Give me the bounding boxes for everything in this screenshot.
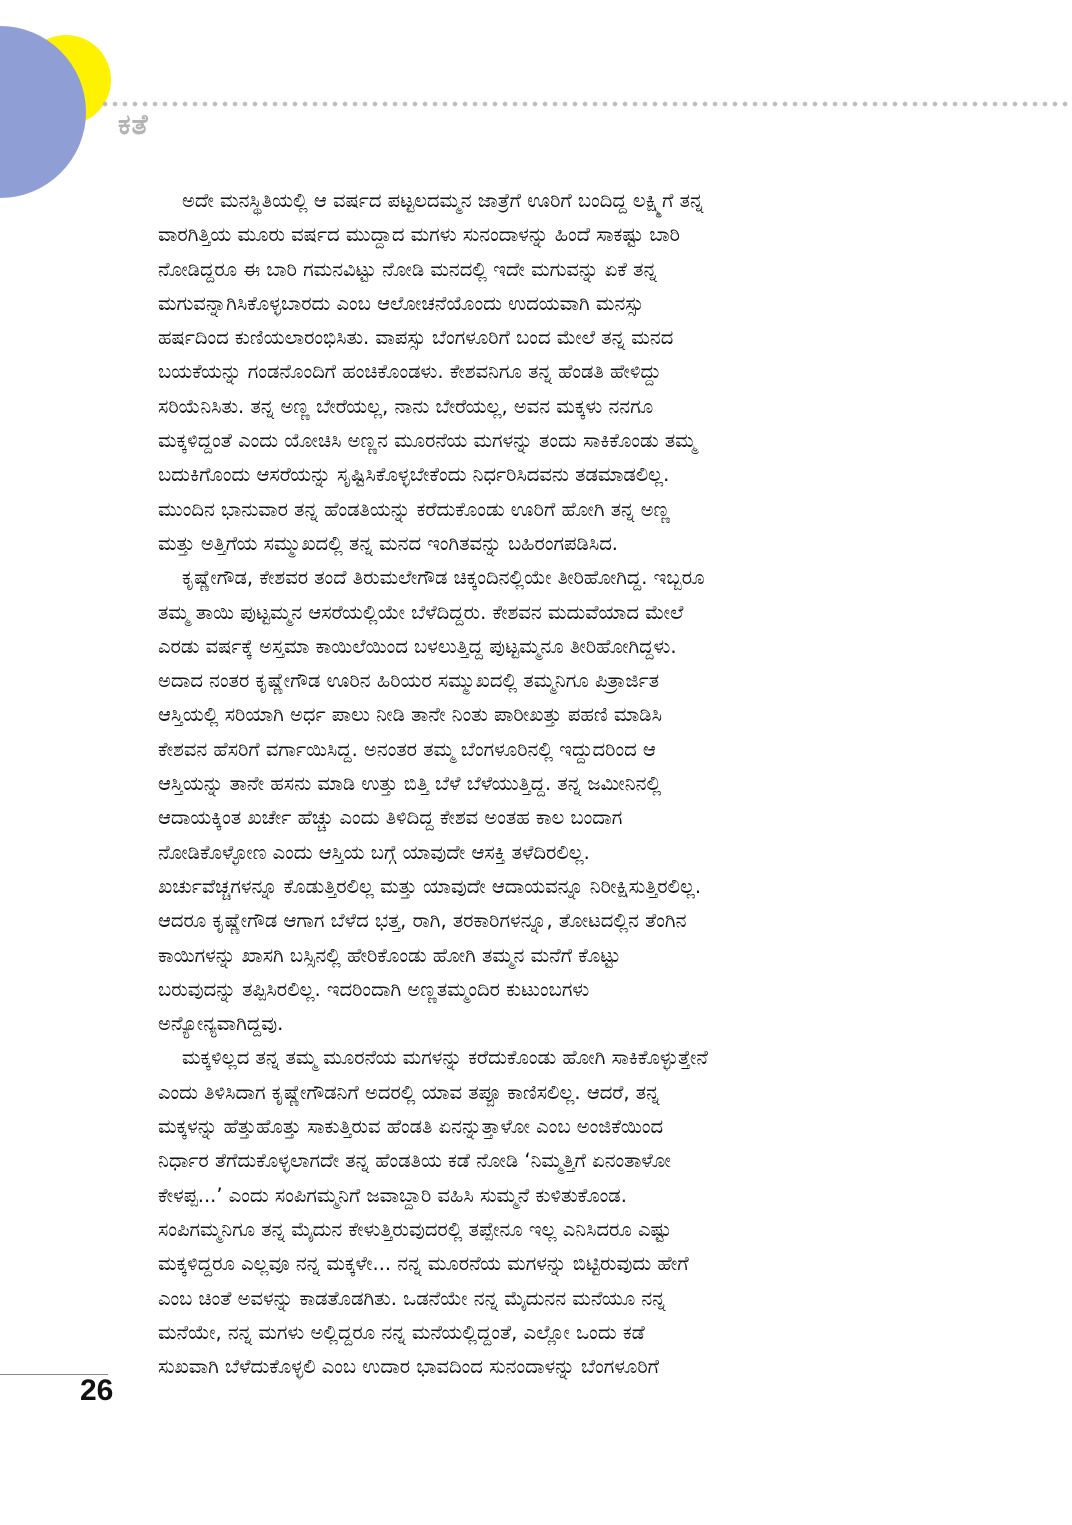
text-line: ಅದೇ ಮನಸ್ಥಿತಿಯಲ್ಲಿ ಆ ವರ್ಷದ ಪಟ್ಟಲದಮ್ಮನ ಜಾತ್ರೆಗೆ ಊರಿಗೆ ಬಂದಿದ್ದ ಲಕ್ಷ್ಮಿಗೆ ತನ್ನ xyxy=(182,189,704,212)
page-number: 26 xyxy=(80,1374,114,1407)
text-line: ಸಂಪಿಗಮ್ಮನಿಗೂ ತನ್ನ ಮೈದುನ ಕೇಳುತ್ತಿರುವುದರಲ್ಲಿ ತಪ್ಪೇನೂ ಇಲ್ಲ ಎನಿಸಿದರೂ ಎಷ್ಟು xyxy=(158,1217,672,1241)
section-label: ಕತೆ xyxy=(118,108,149,141)
text-line: ಆಸ್ತಿಯನ್ನು ತಾನೇ ಹಸನು ಮಾಡಿ ಉತ್ತು ಬಿತ್ತಿ ಬೆಳೆ ಬೆಳೆಯುತ್ತಿದ್ದ. ತನ್ನ ಜಮೀನಿನಲ್ಲಿ xyxy=(158,772,662,796)
text-line: ಬಯಕೆಯನ್ನು ಗಂಡನೊಂದಿಗೆ ಹಂಚಿಕೊಂಡಳು. ಕೇಶವನಿಗೂ ತನ್ನ ಹೆಂಡತಿ ಹೇಳಿದ್ದು xyxy=(158,360,662,384)
text-line: ಬರುವುದನ್ನು ತಪ್ಪಿಸಿರಲಿಲ್ಲ. ಇದರಿಂದಾಗಿ ಅಣ್ಣತಮ್ಮಂದಿರ ಕುಟುಂಬಗಳು xyxy=(158,977,590,1001)
text-line: ಬದುಕಿಗೊಂದು ಆಸರೆಯನ್ನು ಸೃಷ್ಟಿಸಿಕೊಳ್ಳಬೇಕೆಂದು ನಿರ್ಧರಿಸಿದವನು ತಡಮಾಡಲಿಲ್ಲ. xyxy=(158,463,670,487)
text-line: ಮಗುವನ್ನಾಗಿಸಿಕೊಳ್ಳಬಾರದು ಎಂಬ ಆಲೋಚನೆಯೊಂದು ಉದಯವಾಗಿ ಮನಸ್ಸು xyxy=(158,291,644,315)
text-line: ಆದರೂ ಕೃಷ್ಣೇಗೌಡ ಆಗಾಗ ಬೆಳೆದ ಭತ್ತ, ರಾಗಿ, ತರಕಾರಿಗಳನ್ನೂ, ತೋಟದಲ್ಲಿನ ತೆಂಗಿನ xyxy=(158,909,687,933)
text-line: ಖರ್ಚುವೆಚ್ಚಗಳನ್ನೂ ಕೊಡುತ್ತಿರಲಿಲ್ಲ ಮತ್ತು ಯಾವುದೇ ಆದಾಯವನ್ನೂ ನಿರೀಕ್ಷಿಸುತ್ತಿರಲಿಲ್ಲ. xyxy=(158,874,702,898)
text-line: ತಮ್ಮ ತಾಯಿ ಪುಟ್ಟಮ್ಮನ ಆಸರೆಯಲ್ಲಿಯೇ ಬೆಳೆದಿದ್ದರು. ಕೇಶವನ ಮದುವೆಯಾದ ಮೇಲೆ xyxy=(158,600,684,624)
text-line: ಮುಂದಿನ ಭಾನುವಾರ ತನ್ನ ಹೆಂಡತಿಯನ್ನು ಕರೆದುಕೊಂಡು ಊರಿಗೆ ಹೋಗಿ ತನ್ನ ಅಣ್ಣ xyxy=(158,497,671,521)
text-line: ಮಕ್ಕಳಿದ್ದರೂ ಎಲ್ಲವೂ ನನ್ನ ಮಕ್ಕಳೇ... ನನ್ನ ಮೂರನೆಯ ಮಗಳನ್ನು ಬಿಟ್ಟಿರುವುದು ಹೇಗೆ xyxy=(158,1252,689,1276)
text-line: ಆದಾಯಕ್ಕಿಂತ ಖರ್ಚೇ ಹೆಚ್ಚು ಎಂದು ತಿಳಿದಿದ್ದ ಕೇಶವ ಅಂತಹ ಕಾಲ ಬಂದಾಗ xyxy=(158,806,623,830)
text-line: ನಿರ್ಧಾರ ತೆಗೆದುಕೊಳ್ಳಲಾಗದೇ ತನ್ನ ಹೆಂಡತಿಯ ಕಡೆ ನೋಡಿ ‘ನಿಮ್ಮತ್ತಿಗೆ ಏನಂತಾಳೋ xyxy=(158,1149,671,1173)
text-line: ಕೇಳಪ್ಪ...’ ಎಂದು ಸಂಪಿಗಮ್ಮನಿಗೆ ಜವಾಬ್ದಾರಿ ವಹಿಸಿ ಸುಮ್ಮನೆ ಕುಳಿತುಕೊಂಡ. xyxy=(158,1183,627,1207)
text-line: ಸರಿಯೆನಿಸಿತು. ತನ್ನ ಅಣ್ಣ ಬೇರೆಯಲ್ಲ, ನಾನು ಬೇರೆಯಲ್ಲ, ಅವನ ಮಕ್ಕಳು ನನಗೂ xyxy=(158,394,654,418)
text-line: ಕೇಶವನ ಹೆಸರಿಗೆ ವರ್ಗಾಯಿಸಿದ್ದ. ಅನಂತರ ತಮ್ಮ ಬೆಂಗಳೂರಿನಲ್ಲಿ ಇದ್ದುದರಿಂದ ಆ xyxy=(158,737,656,761)
text-line: ಅನ್ಯೋನ್ಯವಾಗಿದ್ದವು. xyxy=(158,1012,284,1036)
text-line: ಎರಡು ವರ್ಷಕ್ಕೆ ಅಸ್ತಮಾ ಕಾಯಿಲೆಯಿಂದ ಬಳಲುತ್ತಿದ್ದ ಪುಟ್ಟಮ್ಮನೂ ತೀರಿಹೋಗಿದ್ದಳು. xyxy=(158,634,677,658)
story-body xyxy=(158,184,918,1384)
text-line: ಮನೆಯೇ, ನನ್ನ ಮಗಳು ಅಲ್ಲಿದ್ದರೂ ನನ್ನ ಮನೆಯಲ್ಲಿದ್ದಂತೆ, ಎಲ್ಲೋ ಒಂದು ಕಡೆ xyxy=(158,1320,645,1344)
text-line: ನೋಡಿಕೊಳ್ಳೋಣ ಎಂದು ಆಸ್ತಿಯ ಬಗ್ಗೆ ಯಾವುದೇ ಆಸಕ್ತಿ ತಳೆದಿರಲಿಲ್ಲ. xyxy=(158,840,590,864)
text-line: ಕಾಯಿಗಳನ್ನು ಖಾಸಗಿ ಬಸ್ಸಿನಲ್ಲಿ ಹೇರಿಕೊಂಡು ಹೋಗಿ ತಮ್ಮನ ಮನೆಗೆ ಕೊಟ್ಟು xyxy=(158,943,621,967)
text-line: ಸುಖವಾಗಿ ಬೆಳೆದುಕೊಳ್ಳಲಿ ಎಂಬ ಉದಾರ ಭಾವದಿಂದ ಸುನಂದಾಳನ್ನು ಬೆಂಗಳೂರಿಗೆ xyxy=(158,1355,659,1379)
text-line: ಎಂದು ತಿಳಿಸಿದಾಗ ಕೃಷ್ಣೇಗೌಡನಿಗೆ ಅದರಲ್ಲಿ ಯಾವ ತಪ್ಪೂ ಕಾಣಿಸಲಿಲ್ಲ. ಆದರೆ, ತನ್ನ xyxy=(158,1080,660,1104)
text-line: ಅದಾದ ನಂತರ ಕೃಷ್ಣೇಗೌಡ ಊರಿನ ಹಿರಿಯರ ಸಮ್ಮುಖದಲ್ಲಿ ತಮ್ಮನಿಗೂ ಪಿತ್ರಾರ್ಜಿತ xyxy=(158,669,660,693)
text-line: ಹರ್ಷದಿಂದ ಕುಣಿಯಲಾರಂಭಿಸಿತು. ವಾಪಸ್ಸು ಬೆಂಗಳೂರಿಗೆ ಬಂದ ಮೇಲೆ ತನ್ನ ಮನದ xyxy=(158,326,674,350)
text-line: ಮಕ್ಕಳಿಲ್ಲದ ತನ್ನ ತಮ್ಮ ಮೂರನೆಯ ಮಗಳನ್ನು ಕರೆದುಕೊಂಡು ಹೋಗಿ ಸಾಕಿಕೊಳ್ಳುತ್ತೇನೆ xyxy=(182,1046,708,1070)
text-line: ಮತ್ತು ಅತ್ತಿಗೆಯ ಸಮ್ಮುಖದಲ್ಲಿ ತನ್ನ ಮನದ ಇಂಗಿತವನ್ನು ಬಹಿರಂಗಪಡಿಸಿದ. xyxy=(158,531,618,555)
text-line: ಮಕ್ಕಳನ್ನು ಹೆತ್ತುಹೊತ್ತು ಸಾಕುತ್ತಿರುವ ಹೆಂಡತಿ ಏನನ್ನುತ್ತಾಳೋ ಎಂಬ ಅಂಜಿಕೆಯಿಂದ xyxy=(158,1115,664,1139)
text-line: ಮಕ್ಕಳಿದ್ದಂತೆ ಎಂದು ಯೋಚಿಸಿ ಅಣ್ಣನ ಮೂರನೆಯ ಮಗಳನ್ನು ತಂದು ಸಾಕಿಕೊಂಡು ತಮ್ಮ xyxy=(158,429,697,453)
text-line: ಕೃಷ್ಣೇಗೌಡ, ಕೇಶವರ ತಂದೆ ತಿರುಮಲೇಗೌಡ ಚಿಕ್ಕಂದಿನಲ್ಲಿಯೇ ತೀರಿಹೋಗಿದ್ದ. ಇಬ್ಬರೂ xyxy=(182,566,705,590)
text-line: ಆಸ್ತಿಯಲ್ಲಿ ಸರಿಯಾಗಿ ಅರ್ಧ ಪಾಲು ನೀಡಿ ತಾನೇ ನಿಂತು ಪಾರೀಖತ್ತು ಪಹಣಿ ಮಾಡಿಸಿ xyxy=(158,703,662,727)
text-line: ನೋಡಿದ್ದರೂ ಈ ಬಾರಿ ಗಮನವಿಟ್ಟು ನೋಡಿ ಮನದಲ್ಲಿ ಇದೇ ಮಗುವನ್ನು ಏಕೆ ತನ್ನ xyxy=(158,257,657,281)
text-line: ವಾರಗಿತ್ತಿಯ ಮೂರು ವರ್ಷದ ಮುದ್ದಾದ ಮಗಳು ಸುನಂದಾಳನ್ನು ಹಿಂದೆ ಸಾಕಷ್ಟು ಬಾರಿ xyxy=(158,223,680,247)
text-line: ಎಂಬ ಚಿಂತೆ ಅವಳನ್ನು ಕಾಡತೊಡಗಿತು. ಒಡನೆಯೇ ನನ್ನ ಮೈದುನನ ಮನೆಯೂ ನನ್ನ xyxy=(158,1286,666,1310)
header-dotted-rule xyxy=(100,100,1072,108)
